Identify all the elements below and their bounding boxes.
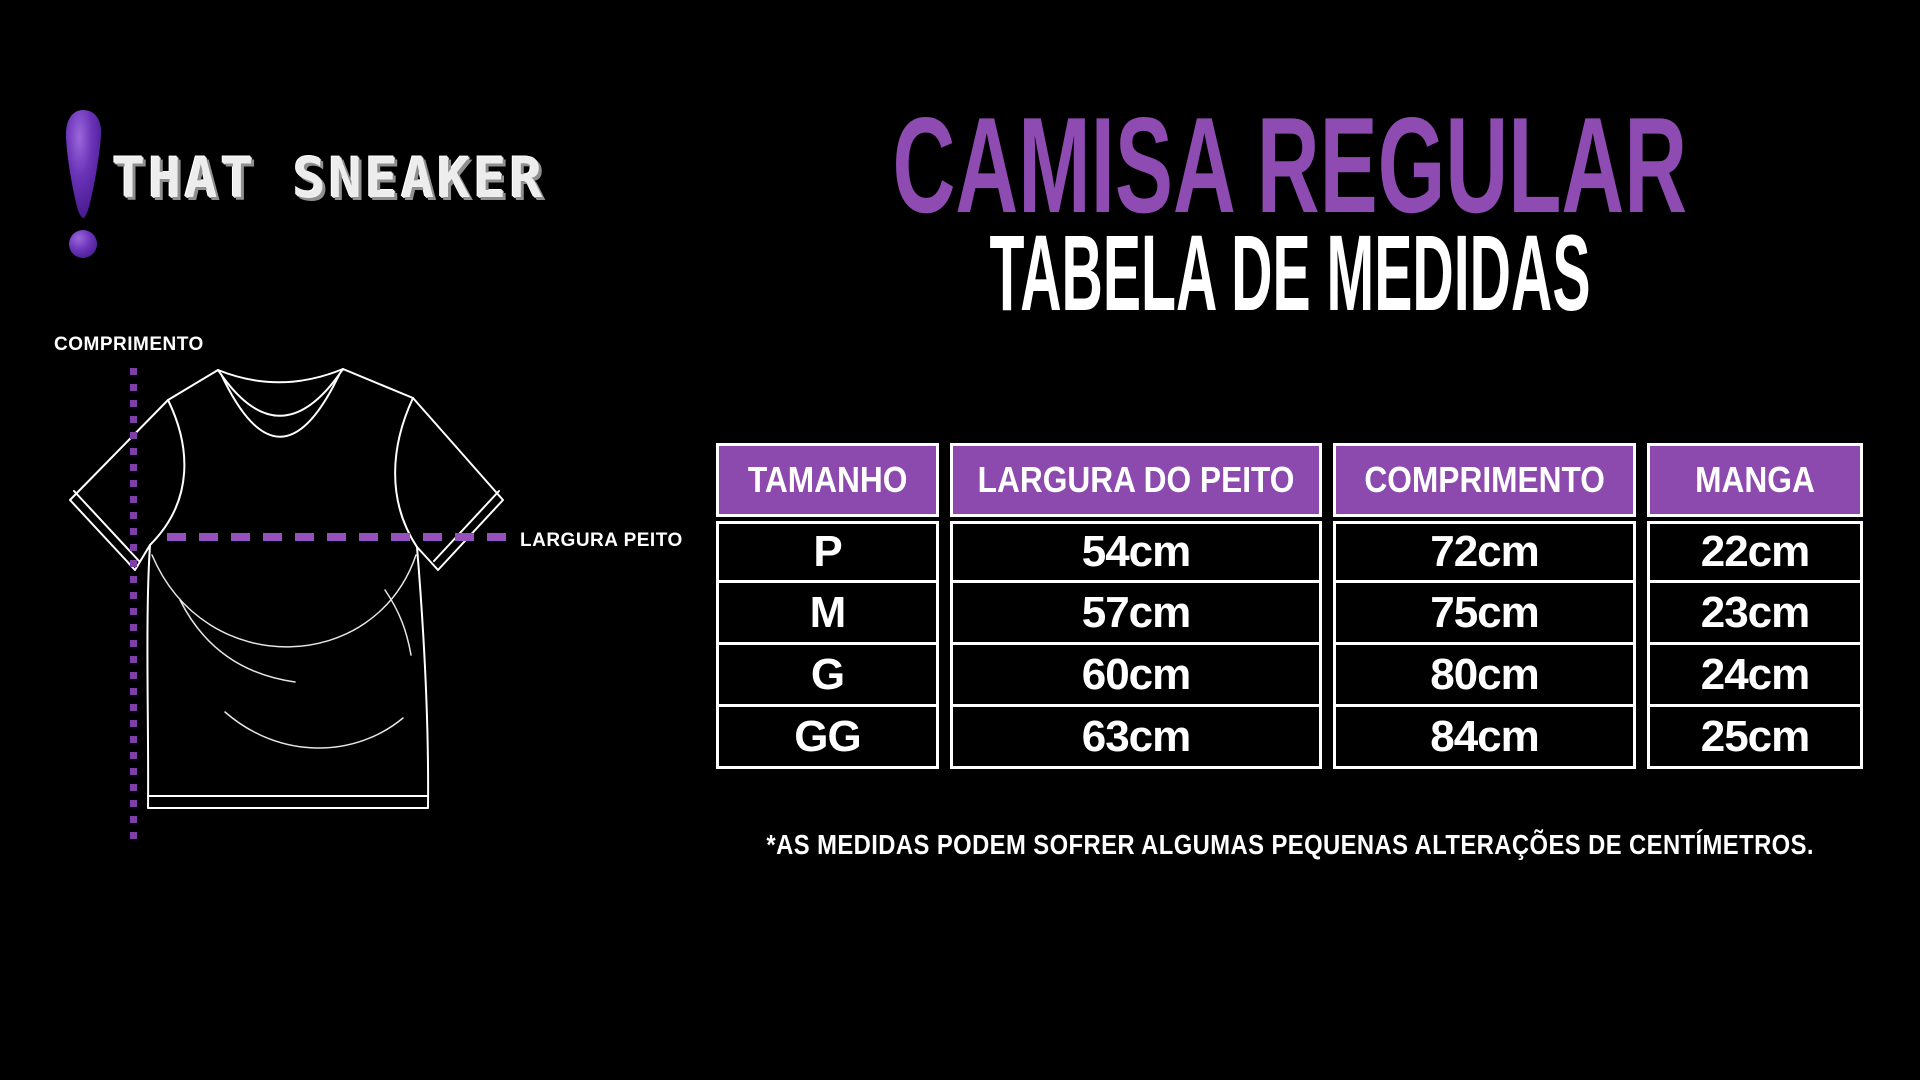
table-header-cell xyxy=(1333,443,1636,517)
table-cell-length: 75cm xyxy=(1333,580,1636,645)
table-cell-chest: 60cm xyxy=(950,642,1322,707)
table-cell-chest: 57cm xyxy=(950,580,1322,645)
table-cell-sleeve: 24cm xyxy=(1647,642,1863,707)
page-subtitle-row xyxy=(630,212,1920,333)
table-cell-sleeve: 25cm xyxy=(1647,704,1863,769)
table-cell-size: G xyxy=(716,642,939,707)
table-cell-sleeve: 22cm xyxy=(1647,521,1863,583)
size-table-body xyxy=(716,521,1863,769)
page-subtitle: TABELA DE MEDIDAS xyxy=(989,212,1591,333)
table-header-cell xyxy=(716,443,939,517)
table-cell-length: 72cm xyxy=(1333,521,1636,583)
brand-name: THAT SNEAKER xyxy=(112,146,546,210)
table-cell-size: GG xyxy=(716,704,939,769)
footnote-row xyxy=(660,829,1920,861)
table-cell-chest: 54cm xyxy=(950,521,1322,583)
table-header-cell xyxy=(1647,443,1863,517)
table-cell-size: M xyxy=(716,580,939,645)
table-header-cell xyxy=(950,443,1322,517)
headline xyxy=(630,89,1920,333)
table-cell-length: 84cm xyxy=(1333,704,1636,769)
length-label: COMPRIMENTO xyxy=(54,334,204,355)
page-title: CAMISA REGULAR xyxy=(892,89,1688,241)
chest-measure-line xyxy=(167,533,511,541)
table-cell-length: 80cm xyxy=(1333,642,1636,707)
header-manga: MANGA xyxy=(1695,459,1815,500)
exclamation-icon xyxy=(62,108,106,260)
header-comprimento: COMPRIMENTO xyxy=(1364,459,1605,500)
size-table xyxy=(716,443,1863,769)
table-cell-size: P xyxy=(716,521,939,583)
size-table-header xyxy=(716,443,1863,517)
header-largura-do-peito: LARGURA DO PEITO xyxy=(977,459,1295,500)
table-cell-sleeve: 23cm xyxy=(1647,580,1863,645)
length-measure-line xyxy=(130,368,137,844)
header-tamanho: TAMANHO xyxy=(747,459,908,500)
tshirt-outline-diagram xyxy=(55,350,525,830)
footnote: *AS MEDIDAS PODEM SOFRER ALGUMAS PEQUENAS ALTERAÇÕES DE CENTÍMETROS. xyxy=(766,829,1814,860)
table-cell-chest: 63cm xyxy=(950,704,1322,769)
chest-label: LARGURA PEITO xyxy=(520,530,683,551)
